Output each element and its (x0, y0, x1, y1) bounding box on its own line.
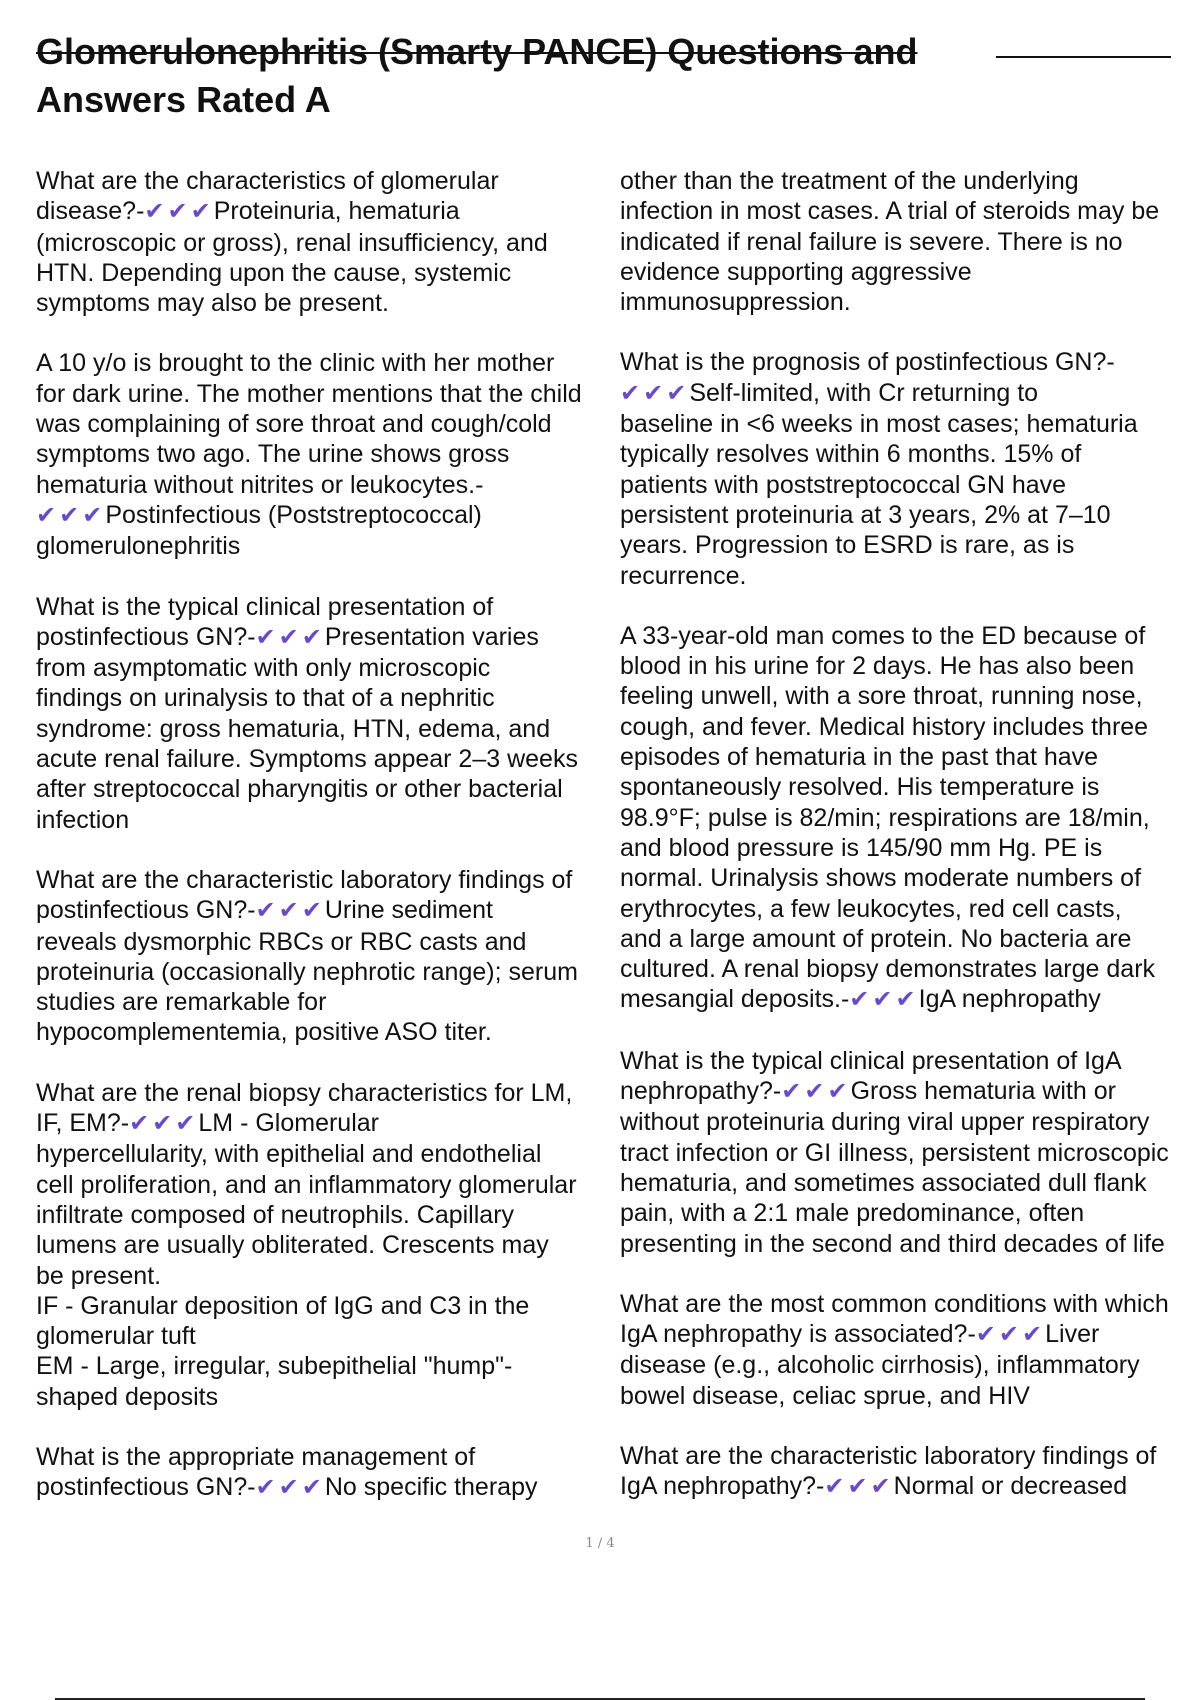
text-line: EM - Large, irregular, subepithelial "hump"- (36, 1352, 513, 1381)
text-line: IgA nephropathy is associated?-✔✔✔Liver (620, 1320, 1100, 1349)
title-strike-rule (996, 56, 1171, 58)
text-line: spontaneously resolved. His temperature is (620, 773, 1100, 802)
text-line: hypercellularity, with epithelial and endothelial (36, 1140, 542, 1169)
text-line: pain, with a 2:1 male predominance, often (620, 1199, 1085, 1228)
text-line: episodes of hematuria in the past that have (620, 743, 1099, 772)
text-line: A 10 y/o is brought to the clinic with her mother (36, 349, 555, 378)
text-line: cough, and fever. Medical history includes three (620, 712, 1149, 741)
checkmark-icon: ✔✔✔ (36, 501, 106, 529)
text-line: reveals dysmorphic RBCs or RBC casts and (36, 927, 527, 956)
title-line-1: Glomerulonephritis (Smarty PANCE) Questions and (36, 31, 918, 72)
qa-clinical-presentation (36, 592, 616, 835)
qa-management (36, 1442, 616, 1504)
checkmark-icon: ✔✔✔ (255, 897, 325, 925)
checkmark-icon: ✔✔✔ (824, 1473, 894, 1501)
qa-glomerular-characteristics (36, 166, 616, 318)
text-line: symptoms may also be present. (36, 289, 389, 318)
text-line: cell proliferation, and an inflammatory glomerular (36, 1170, 577, 1199)
checkmark-icon: ✔✔✔ (620, 379, 690, 407)
text-line: What are the renal biopsy characteristics for LM, (36, 1078, 573, 1107)
document-title (36, 28, 1146, 124)
text-line: infection (36, 805, 130, 834)
checkmark-icon: ✔✔✔ (781, 1078, 851, 1106)
text-line: What are the characteristic laboratory findings of (36, 865, 573, 894)
text-line: HTN. Depending upon the cause, systemic (36, 258, 512, 287)
text-line: patients with poststreptococcal GN have (620, 470, 1067, 499)
text-line: ✔✔✔Self-limited, with Cr returning to (620, 378, 1039, 407)
text-line: (microscopic or gross), renal insufficiency, and (36, 228, 548, 257)
text-line: 98.9°F; pulse is 82/min; respirations are 18/min, (620, 803, 1150, 832)
text-line: and blood pressure is 145/90 mm Hg. PE is (620, 833, 1103, 862)
text-line: acute renal failure. Symptoms appear 2–3 weeks (36, 745, 578, 774)
text-line: What is the appropriate management of (36, 1442, 476, 1471)
checkmark-icon: ✔✔✔ (129, 1110, 199, 1138)
right-column (620, 166, 1200, 1533)
text-line: postinfectious GN?-✔✔✔Presentation varies (36, 622, 539, 651)
text-line: immunosuppression. (620, 288, 851, 317)
text-line: What is the typical clinical presentation of (36, 592, 494, 621)
text-line: postinfectious GN?-✔✔✔No specific therapy (36, 1473, 538, 1502)
text-line: without proteinuria during viral upper respiratory (620, 1108, 1150, 1137)
qa-renal-biopsy (36, 1078, 616, 1412)
checkmark-icon: ✔✔✔ (975, 1321, 1046, 1349)
text-line: postinfectious GN?-✔✔✔Urine sediment (36, 896, 494, 925)
page-number: 1 / 4 (585, 1536, 615, 1551)
text-line: and a large amount of protein. No bacteria are (620, 924, 1132, 953)
text-line: What is the typical clinical presentation of IgA (620, 1046, 1122, 1075)
text-line: IF, EM?-✔✔✔LM - Glomerular (36, 1109, 379, 1138)
text-line: recurrence. (620, 561, 747, 590)
text-line: glomerular tuft (36, 1322, 196, 1351)
text-line: was complaining of sore throat and cough/cold (36, 410, 552, 439)
text-line: presenting in the second and third decades of life (620, 1229, 1165, 1258)
text-line: What are the characteristic laboratory findings of (620, 1441, 1157, 1470)
text-line: ✔✔✔Postinfectious (Poststreptococcal) (36, 500, 482, 529)
text-line: What is the prognosis of postinfectious GN?- (620, 348, 1115, 377)
text-line: typically resolves within 6 months. 15% of (620, 440, 1082, 469)
text-line: infiltrate composed of neutrophils. Capillary (36, 1200, 515, 1229)
text-line: What are the characteristics of glomerular (36, 167, 499, 195)
text-line: cultured. A renal biopsy demonstrates large dark (620, 955, 1156, 984)
text-line: tract infection or GI illness, persistent microscopic (620, 1138, 1169, 1167)
text-line: mesangial deposits.-✔✔✔IgA nephropathy (620, 985, 1101, 1014)
text-line: IF - Granular deposition of IgG and C3 in the (36, 1291, 530, 1320)
text-line: hematuria without nitrites or leukocytes.- (36, 470, 484, 499)
qa-prognosis (620, 347, 1200, 590)
qa-management-continued (620, 166, 1200, 317)
text-line: infection in most cases. A trial of steroids may be (620, 197, 1160, 226)
qa-33yo-case (620, 621, 1200, 1016)
text-line: symptoms two ago. The urine shows gross (36, 440, 510, 469)
text-line: findings on urinalysis to that of a nephritic (36, 684, 495, 713)
text-line: nephropathy?-✔✔✔Gross hematuria with or (620, 1077, 1116, 1106)
text-line: for dark urine. The mother mentions that the child (36, 379, 582, 408)
text-line: baseline in <6 weeks in most cases; hematuria (620, 410, 1138, 439)
text-line: A 33-year-old man comes to the ED because of (620, 621, 1146, 650)
checkmark-icon: ✔✔✔ (144, 198, 214, 226)
text-line: erythrocytes, a few leukocytes, red cell casts, (620, 894, 1122, 923)
text-line: after streptococcal pharyngitis or other bacterial (36, 775, 563, 804)
text-line: from asymptomatic with only microscopic (36, 654, 491, 683)
text-line: blood in his urine for 2 days. He has also been (620, 652, 1135, 681)
text-line: hypocomplementemia, positive ASO titer. (36, 1018, 492, 1047)
text-line: persistent proteinuria at 3 years, 2% at 7–10 (620, 500, 1111, 529)
text-line: studies are remarkable for (36, 988, 327, 1017)
text-line: syndrome: gross hematuria, HTN, edema, and (36, 714, 551, 743)
title-line-2: Answers Rated A (36, 79, 331, 120)
text-line: normal. Urinalysis shows moderate numbers of (620, 864, 1142, 893)
text-line: indicated if renal failure is severe. There is no (620, 227, 1123, 256)
text-line: other than the treatment of the underlying (620, 167, 1079, 195)
text-line: lumens are usually obliterated. Crescents may (36, 1231, 549, 1260)
text-line: disease?-✔✔✔Proteinuria, hematuria (36, 197, 460, 226)
text-line: bowel disease, celiac sprue, and HIV (620, 1381, 1030, 1410)
left-column (36, 166, 616, 1534)
qa-iga-lab-findings (620, 1441, 1200, 1503)
qa-iga-associations (620, 1289, 1200, 1411)
checkmark-icon: ✔✔✔ (849, 986, 919, 1014)
qa-iga-presentation (620, 1046, 1200, 1259)
text-line: What are the most common conditions with which (620, 1289, 1169, 1318)
qa-lab-findings (36, 865, 616, 1048)
qa-10yo-case (36, 348, 616, 561)
text-line: years. Progression to ESRD is rare, as is (620, 531, 1075, 560)
checkmark-icon: ✔✔✔ (255, 623, 325, 651)
text-line: proteinuria (occasionally nephrotic range); serum (36, 957, 578, 986)
checkmark-icon: ✔✔✔ (255, 1474, 325, 1502)
text-line: disease (e.g., alcoholic cirrhosis), inflammatory (620, 1351, 1140, 1380)
text-line: IgA nephropathy?-✔✔✔Normal or decreased (620, 1472, 1128, 1501)
text-line: hematuria, and sometimes associated dull flank (620, 1168, 1147, 1197)
text-line: shaped deposits (36, 1382, 219, 1411)
text-line: glomerulonephritis (36, 532, 241, 561)
text-line: feeling unwell, with a sore throat, running nose, (620, 682, 1143, 711)
text-line: evidence supporting aggressive (620, 257, 972, 286)
text-line: be present. (36, 1261, 162, 1290)
